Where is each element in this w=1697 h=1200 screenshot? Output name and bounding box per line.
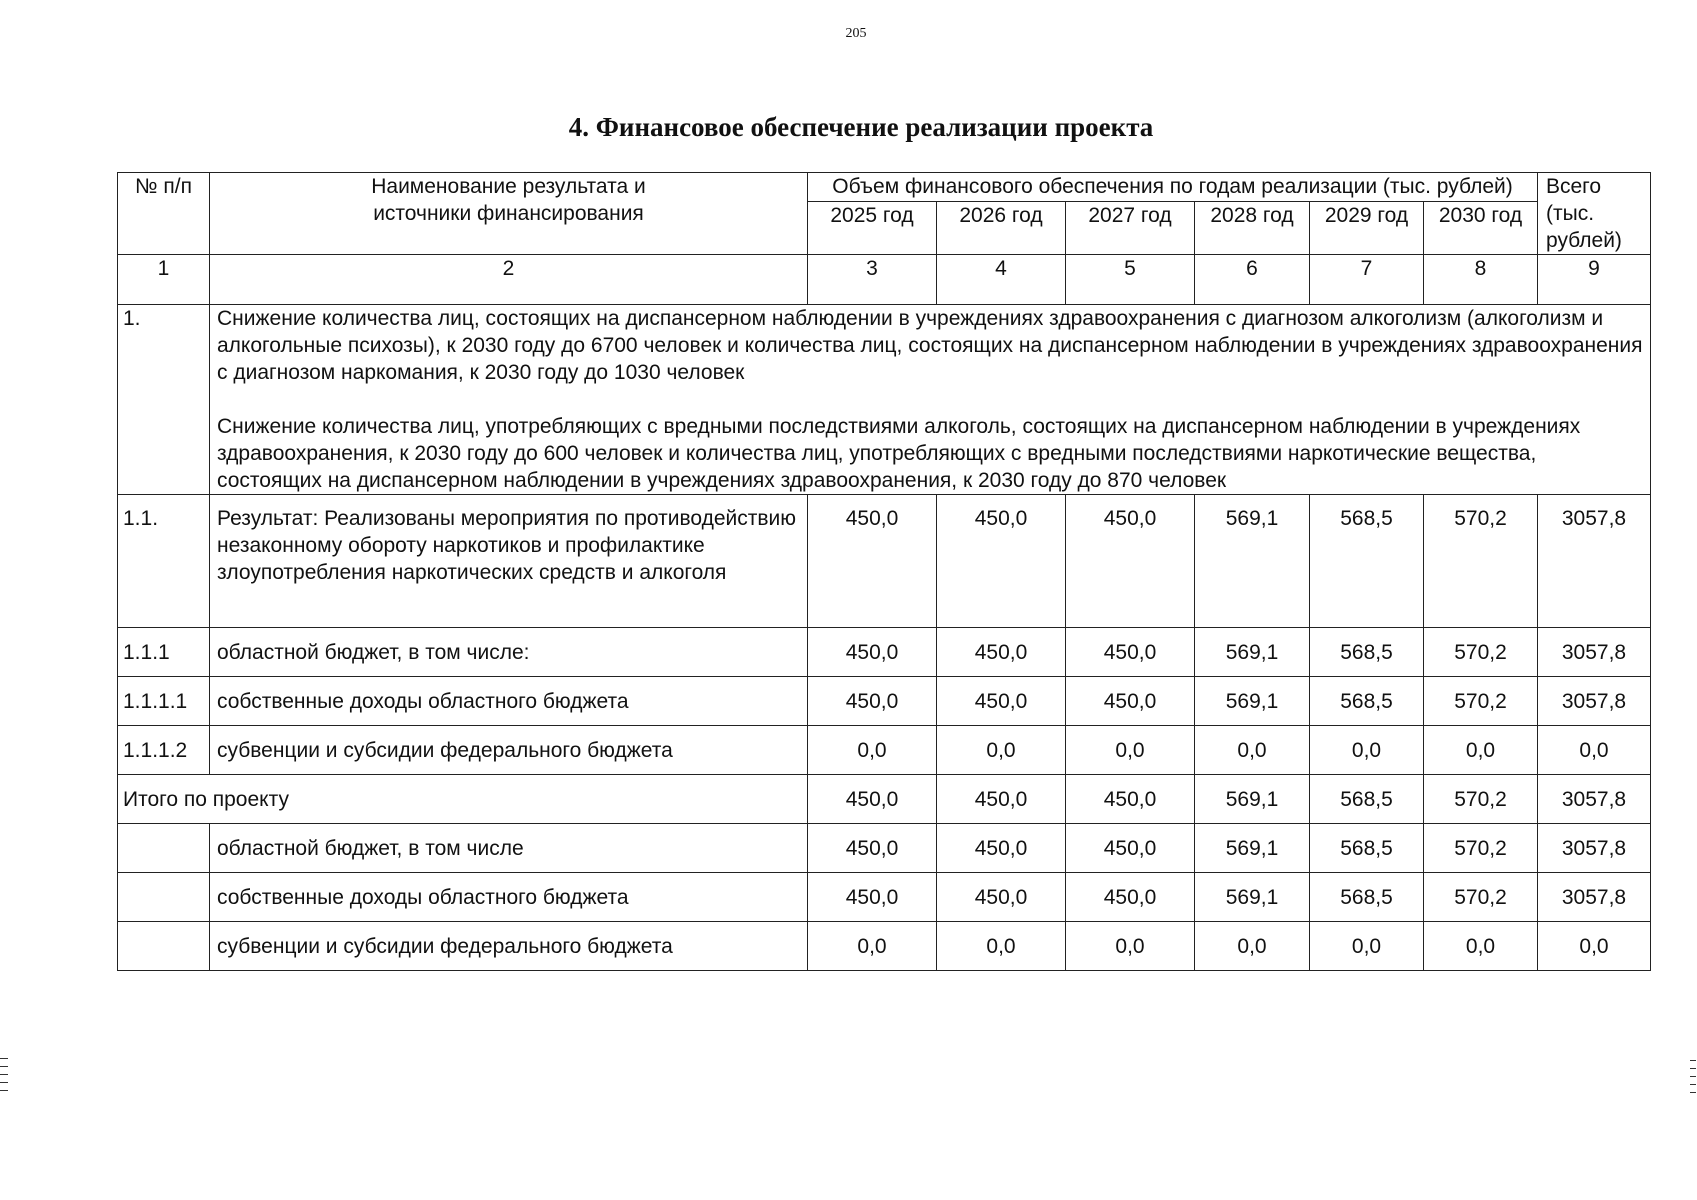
value-cell: 450,0 [1066,677,1195,726]
value-cell: 0,0 [1066,922,1195,971]
value-cell: 0,0 [1310,726,1424,775]
value-cell: 450,0 [808,824,937,873]
value-cell: 569,1 [1195,775,1310,824]
row-num: 1.1. [118,495,210,628]
row-name: собственные доходы областного бюджета [210,873,808,922]
financing-table [117,172,1651,971]
total-cell: 3057,8 [1538,873,1651,922]
total-cell: 0,0 [1538,922,1651,971]
value-cell: 0,0 [1310,922,1424,971]
value-cell: 568,5 [1310,628,1424,677]
total-cell: 3057,8 [1538,775,1651,824]
header-year: 2029 год [1310,202,1424,255]
value-cell: 450,0 [937,824,1066,873]
goal-row [118,305,1651,495]
value-cell: 568,5 [1310,495,1424,628]
column-number: 5 [1066,255,1195,305]
value-cell: 570,2 [1424,677,1538,726]
row-name: областной бюджет, в том числе: [210,628,808,677]
value-cell: 568,5 [1310,873,1424,922]
row-num: 1.1.1 [118,628,210,677]
empty-num-cell [118,873,210,922]
empty-num-cell [118,922,210,971]
header-name: Наименование результата и источники финансирования [210,173,808,255]
row-name: собственные доходы областного бюджета [210,677,808,726]
column-number: 3 [808,255,937,305]
value-cell: 569,1 [1195,495,1310,628]
table-row [118,628,1651,677]
table-row [118,726,1651,775]
value-cell: 568,5 [1310,677,1424,726]
total-cell: 0,0 [1538,726,1651,775]
table-row [118,873,1651,922]
value-cell: 450,0 [808,677,937,726]
value-cell: 0,0 [1424,726,1538,775]
value-cell: 450,0 [1066,824,1195,873]
header-total: Всего (тыс. рублей) [1538,173,1651,255]
row-name: субвенции и субсидии федерального бюджета [210,726,808,775]
total-cell: 3057,8 [1538,677,1651,726]
column-number: 8 [1424,255,1538,305]
empty-num-cell [118,824,210,873]
header-year: 2030 год [1424,202,1538,255]
table-row [118,495,1651,628]
value-cell: 570,2 [1424,775,1538,824]
value-cell: 450,0 [808,873,937,922]
column-number: 6 [1195,255,1310,305]
value-cell: 568,5 [1310,824,1424,873]
goal-text-1: Снижение количества лиц, состоящих на диспансерном наблюдении в учреждениях здравоохранения с диагнозом алкоголизм (алкоголизм и алкогольные психозы), к 2030 году до 6700 человек и количества лиц, состоящих на диспансерном наблюдении в учреждениях здравоохранения с диагнозом наркомания, к 2030 году до 1030 человек [217,307,1643,384]
value-cell: 450,0 [1066,495,1195,628]
row-name: Результат: Реализованы мероприятия по противодействию незаконному обороту наркотиков и профилактике злоупотребления наркотических средств и алкоголя [210,495,808,628]
project-total-label: Итого по проекту [118,775,808,824]
value-cell: 450,0 [808,628,937,677]
header-year: 2026 год [937,202,1066,255]
value-cell: 0,0 [1195,922,1310,971]
scan-edge-marks-left [0,1058,8,1098]
table-row [118,824,1651,873]
value-cell: 450,0 [937,775,1066,824]
goal-num: 1. [118,305,210,495]
column-number: 4 [937,255,1066,305]
value-cell: 450,0 [937,495,1066,628]
value-cell: 0,0 [808,726,937,775]
value-cell: 569,1 [1195,628,1310,677]
value-cell: 450,0 [1066,873,1195,922]
row-num: 1.1.1.1 [118,677,210,726]
total-cell: 3057,8 [1538,824,1651,873]
value-cell: 569,1 [1195,873,1310,922]
goal-text [210,305,1651,495]
header-volume: Объем финансового обеспечения по годам реализации (тыс. рублей) [808,173,1538,202]
section-title: 4. Финансовое обеспечение реализации проекта [568,112,1154,142]
value-cell: 450,0 [937,628,1066,677]
value-cell: 0,0 [808,922,937,971]
total-cell: 3057,8 [1538,495,1651,628]
page-number: 205 [845,26,867,41]
column-number: 9 [1538,255,1651,305]
value-cell: 450,0 [1066,628,1195,677]
row-name: субвенции и субсидии федерального бюджета [210,922,808,971]
value-cell: 570,2 [1424,495,1538,628]
table-row [118,922,1651,971]
header-year: 2028 год [1195,202,1310,255]
value-cell: 450,0 [937,873,1066,922]
value-cell: 570,2 [1424,824,1538,873]
column-number: 7 [1310,255,1424,305]
value-cell: 450,0 [808,495,937,628]
value-cell: 450,0 [808,775,937,824]
row-name: областной бюджет, в том числе [210,824,808,873]
value-cell: 450,0 [937,677,1066,726]
column-numbers-row [118,255,1651,305]
value-cell: 0,0 [937,726,1066,775]
header-num: № п/п [118,173,210,255]
goal-text-2: Снижение количества лиц, употребляющих с вредными последствиями алкоголь, состоящих на диспансерном наблюдении в учреждениях здравоохранения, к 2030 году до 600 человек и количества лиц, употребляющих с вредными последствиями наркотические вещества, состоящих на диспансерном наблюдении в учреждениях здравоохранения, к 2030 году до 870 человек [217,415,1581,492]
value-cell: 568,5 [1310,775,1424,824]
value-cell: 569,1 [1195,824,1310,873]
table-header-row [118,173,1651,202]
value-cell: 570,2 [1424,873,1538,922]
table-row [118,677,1651,726]
column-number: 1 [118,255,210,305]
row-num: 1.1.1.2 [118,726,210,775]
total-cell: 3057,8 [1538,628,1651,677]
value-cell: 0,0 [1424,922,1538,971]
scan-edge-marks-right [1690,1060,1697,1100]
value-cell: 0,0 [1195,726,1310,775]
value-cell: 450,0 [1066,775,1195,824]
value-cell: 0,0 [937,922,1066,971]
header-year: 2027 год [1066,202,1195,255]
header-year: 2025 год [808,202,937,255]
column-number: 2 [210,255,808,305]
value-cell: 569,1 [1195,677,1310,726]
value-cell: 0,0 [1066,726,1195,775]
project-total-row [118,775,1651,824]
value-cell: 570,2 [1424,628,1538,677]
